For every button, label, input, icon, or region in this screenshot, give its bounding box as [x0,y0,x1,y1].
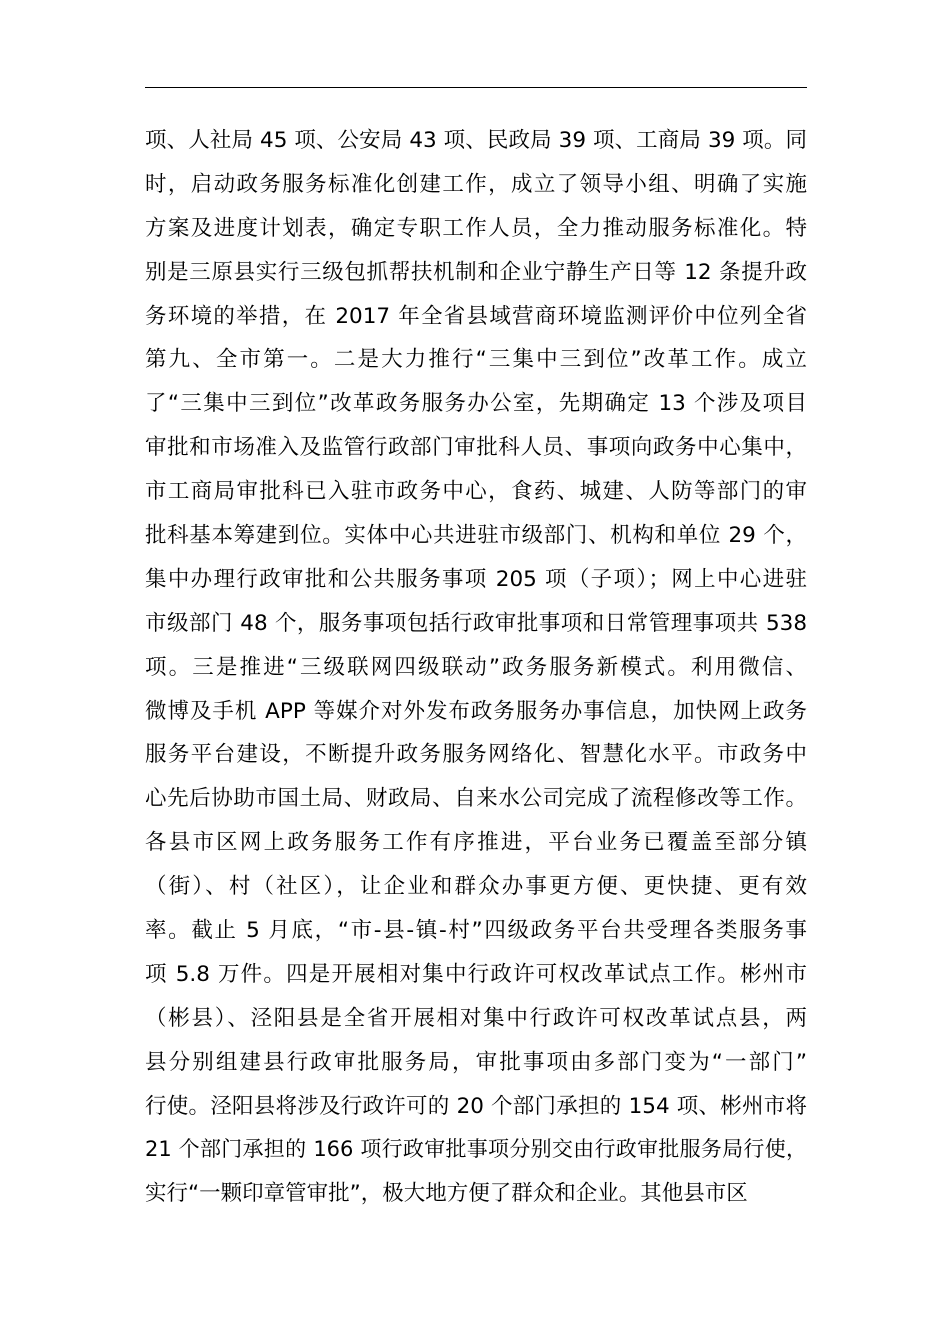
body-paragraph [145,119,807,1216]
text-line: 项。三是推进“三级联网四级联动”政务服务新模式。利用微信、 [145,654,807,680]
text-line: 各县市区网上政务服务工作有序推进，平台业务已覆盖至部分镇 [145,830,807,856]
text-line: 集中办理行政审批和公共服务事项 205 项（子项）；网上中心进驻 [145,566,807,592]
text-line: （街）、村（社区），让企业和群众办事更方便、更快捷、更有效 [145,874,807,900]
text-line: （彬县）、泾阳县是全省开展相对集中行政许可权改革试点县，两 [145,1005,807,1031]
text-line: 率。截止 5 月底，“市-县-镇-村”四级政务平台共受理各类服务事 [145,918,807,944]
text-line: 市工商局审批科已入驻市政务中心，食药、城建、人防等部门的审 [145,479,807,505]
text-line: 服务平台建设，不断提升政务服务网络化、智慧化水平。市政务中 [145,742,807,768]
text-line: 行使。泾阳县将涉及行政许可的 20 个部门承担的 154 项、彬州市将 [145,1093,807,1119]
text-line: 时，启动政务服务标准化创建工作，成立了领导小组、明确了实施 [145,171,807,197]
text-line: 务环境的举措，在 2017 年全省县域营商环境监测评价中位列全省 [145,303,807,329]
text-line: 方案及进度计划表，确定专职工作人员，全力推动服务标准化。特 [145,215,807,241]
text-line: 审批和市场准入及监管行政部门审批科人员、事项向政务中心集中， [145,435,807,461]
text-line: 批科基本筹建到位。实体中心共进驻市级部门、机构和单位 29 个， [145,523,807,549]
text-line: 项、人社局 45 项、公安局 43 项、民政局 39 项、工商局 39 项。同 [145,128,807,153]
text-line: 第九、全市第一。二是大力推行“三集中三到位”改革工作。成立 [145,347,807,373]
header-rule [145,87,807,88]
text-line: 微博及手机 APP 等媒介对外发布政务服务办事信息，加快网上政务 [145,698,807,724]
text-line: 心先后协助市国土局、财政局、自来水公司完成了流程修改等工作。 [145,786,807,812]
text-line: 了“三集中三到位”改革政务服务办公室，先期确定 13 个涉及项目 [145,391,807,417]
text-line: 项 5.8 万件。四是开展相对集中行政许可权改革试点工作。彬州市 [145,961,807,987]
text-line: 实行“一颗印章管审批”，极大地方便了群众和企业。其他县市区 [145,1181,748,1207]
text-line: 别是三原县实行三级包抓帮扶机制和企业宁静生产日等 12 条提升政 [145,259,807,285]
text-line: 市级部门 48 个，服务事项包括行政审批事项和日常管理事项共 538 [145,610,807,636]
text-line: 21 个部门承担的 166 项行政审批事项分别交由行政审批服务局行使， [145,1137,807,1162]
text-line: 县分别组建县行政审批服务局，审批事项由多部门变为“一部门” [145,1049,807,1075]
